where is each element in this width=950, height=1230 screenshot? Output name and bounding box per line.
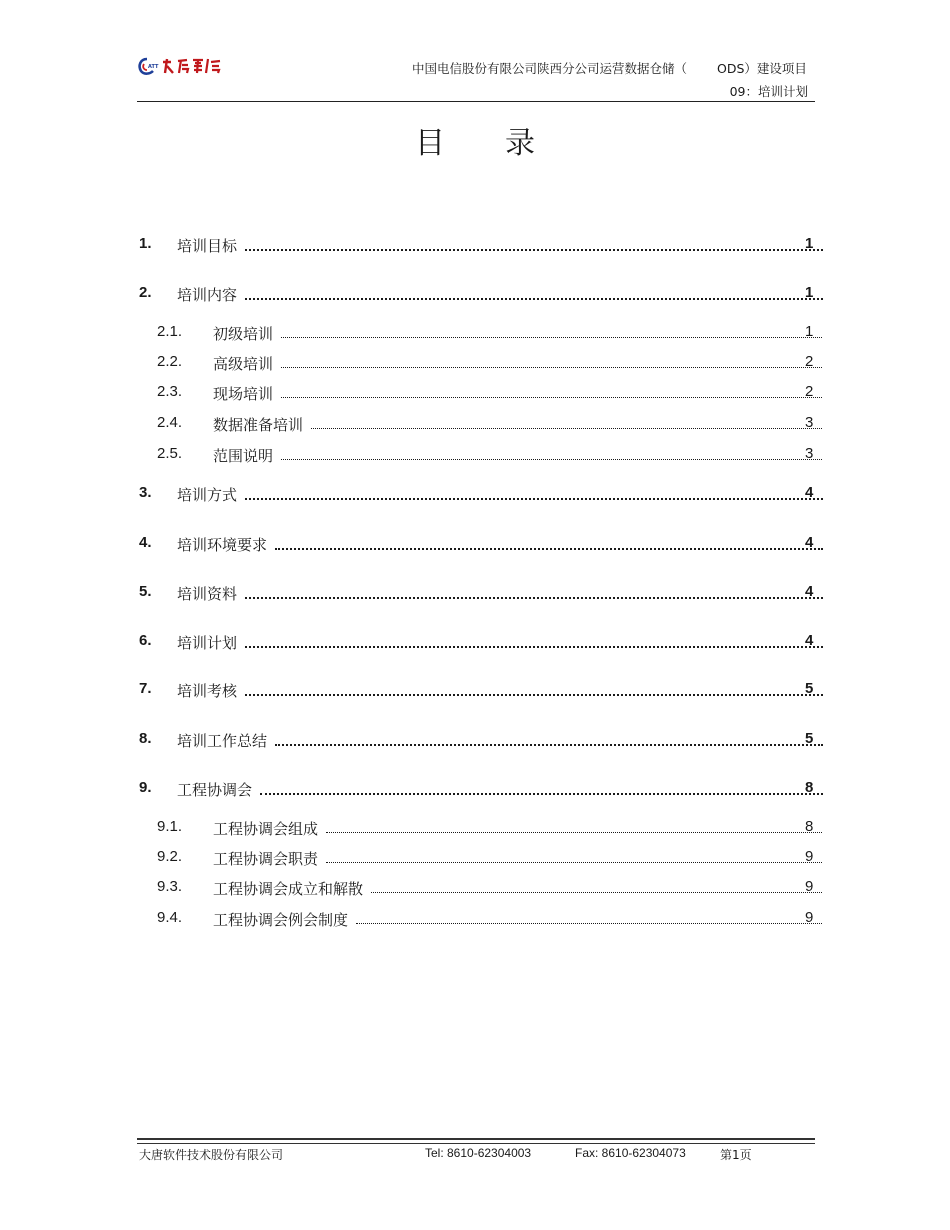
toc-leader-dots	[275, 741, 823, 746]
toc-entry[interactable]	[0, 680, 950, 702]
header-project-title	[412, 59, 807, 77]
toc-entry-title[interactable]: 培训目标	[177, 237, 238, 255]
toc-entry-page: 8	[805, 818, 814, 835]
toc-entry[interactable]	[0, 323, 950, 345]
toc-leader-dots	[281, 394, 822, 398]
toc-entry-number: 2.2.	[157, 353, 183, 370]
toc-entry-title[interactable]: 工程协调会职责	[213, 850, 319, 868]
toc-entry-page: 4	[805, 583, 814, 600]
toc-leader-dots	[371, 889, 822, 893]
toc-leader-dots	[281, 456, 822, 460]
toc-entry-title[interactable]: 工程协调会成立和解散	[213, 880, 364, 898]
header-project-title-part1: 中国电信股份有限公司陕西分公司运营数据仓储（	[412, 61, 688, 76]
toc-entry-page: 5	[805, 730, 814, 747]
toc-entry[interactable]	[0, 353, 950, 375]
svg-text:ATT: ATT	[148, 64, 159, 70]
toc-entry-number: 2.3.	[157, 383, 183, 400]
toc-entry[interactable]	[0, 235, 950, 257]
company-logo	[137, 54, 227, 78]
footer-fax: Fax: 8610-62304073	[575, 1146, 686, 1160]
toc-entry-page: 2	[805, 353, 814, 370]
toc-entry-title[interactable]: 培训方式	[177, 486, 238, 504]
toc-entry-title[interactable]: 工程协调会例会制度	[213, 911, 349, 929]
toc-entry-number: 9.4.	[157, 909, 183, 926]
toc-entry-page: 4	[805, 632, 814, 649]
toc-leader-dots	[245, 691, 823, 696]
toc-entry-title[interactable]: 工程协调会组成	[213, 820, 319, 838]
toc-entry-number: 9.1.	[157, 818, 183, 835]
footer-company: 大唐软件技术股份有限公司	[139, 1148, 284, 1162]
toc-entry-page: 1	[805, 323, 814, 340]
toc-entry-title[interactable]: 范围说明	[213, 447, 274, 465]
toc-entry-title[interactable]: 现场培训	[213, 385, 274, 403]
toc-entry-title[interactable]: 培训内容	[177, 286, 238, 304]
toc-entry-title[interactable]: 培训环境要求	[177, 536, 268, 554]
header-divider	[137, 101, 815, 102]
toc-entry-title[interactable]: 培训资料	[177, 585, 238, 603]
toc-leader-dots	[356, 920, 822, 924]
toc-leader-dots	[275, 545, 823, 550]
toc-entry[interactable]	[0, 818, 950, 840]
toc-entry-page: 4	[805, 534, 814, 551]
toc-entry-number: 7.	[139, 680, 152, 697]
toc-entry-title[interactable]: 高级培训	[213, 355, 274, 373]
toc-leader-dots	[245, 246, 823, 251]
toc-entry-number: 5.	[139, 583, 152, 600]
toc-entry-number: 3.	[139, 484, 152, 501]
toc-entry-page: 9	[805, 909, 814, 926]
toc-entry-page: 3	[805, 445, 814, 462]
footer-page-number: 第1页	[720, 1148, 752, 1162]
toc-entry-page: 1	[805, 235, 814, 252]
toc-entry-page: 1	[805, 284, 814, 301]
toc-leader-dots	[245, 495, 823, 500]
toc-entry-number: 8.	[139, 730, 152, 747]
toc-entry-number: 9.2.	[157, 848, 183, 865]
toc-entry[interactable]	[0, 909, 950, 931]
toc-entry-page: 3	[805, 414, 814, 431]
toc-entry-number: 2.5.	[157, 445, 183, 462]
page-title: 目录	[415, 126, 595, 161]
toc-entry-number: 2.1.	[157, 323, 183, 340]
toc-entry[interactable]	[0, 284, 950, 306]
toc-leader-dots	[326, 859, 822, 863]
toc-entry[interactable]	[0, 534, 950, 556]
toc-entry[interactable]	[0, 848, 950, 870]
toc-entry-number: 9.3.	[157, 878, 183, 895]
toc-entry-number: 9.	[139, 779, 152, 796]
header-doc-id: 09：培训计划	[729, 84, 808, 99]
footer-divider	[137, 1138, 815, 1144]
toc-entry-title[interactable]: 培训考核	[177, 682, 238, 700]
toc-entry-page: 5	[805, 680, 814, 697]
toc-leader-dots	[326, 829, 822, 833]
toc-entry[interactable]	[0, 445, 950, 467]
toc-leader-dots	[311, 425, 822, 429]
toc-entry[interactable]	[0, 383, 950, 405]
toc-entry[interactable]	[0, 779, 950, 801]
toc-entry-title[interactable]: 培训计划	[177, 634, 238, 652]
toc-entry[interactable]	[0, 414, 950, 436]
footer-tel: Tel: 8610-62304003	[425, 1146, 532, 1160]
toc-leader-dots	[281, 334, 822, 338]
header-project-title-part2: ODS）建设项目	[717, 61, 807, 76]
toc-entry-page: 4	[805, 484, 814, 501]
toc-entry[interactable]	[0, 484, 950, 506]
toc-entry-number: 2.4.	[157, 414, 183, 431]
toc-entry[interactable]	[0, 730, 950, 752]
toc-entry-page: 8	[805, 779, 814, 796]
toc-leader-dots	[260, 790, 823, 795]
toc-entry-title[interactable]: 初级培训	[213, 325, 274, 343]
toc-entry-title[interactable]: 数据准备培训	[213, 416, 304, 434]
toc-entry[interactable]	[0, 583, 950, 605]
toc-entry-number: 6.	[139, 632, 152, 649]
toc-leader-dots	[245, 295, 823, 300]
toc-entry[interactable]	[0, 878, 950, 900]
toc-entry-page: 2	[805, 383, 814, 400]
toc-entry-page: 9	[805, 848, 814, 865]
toc-entry-number: 4.	[139, 534, 152, 551]
toc-leader-dots	[281, 364, 822, 368]
toc-entry-title[interactable]: 培训工作总结	[177, 732, 268, 750]
toc-entry[interactable]	[0, 632, 950, 654]
toc-entry-title[interactable]: 工程协调会	[177, 781, 253, 799]
toc-entry-number: 1.	[139, 235, 152, 252]
toc-leader-dots	[245, 643, 823, 648]
toc-entry-page: 9	[805, 878, 814, 895]
toc-entry-number: 2.	[139, 284, 152, 301]
toc-leader-dots	[245, 594, 823, 599]
